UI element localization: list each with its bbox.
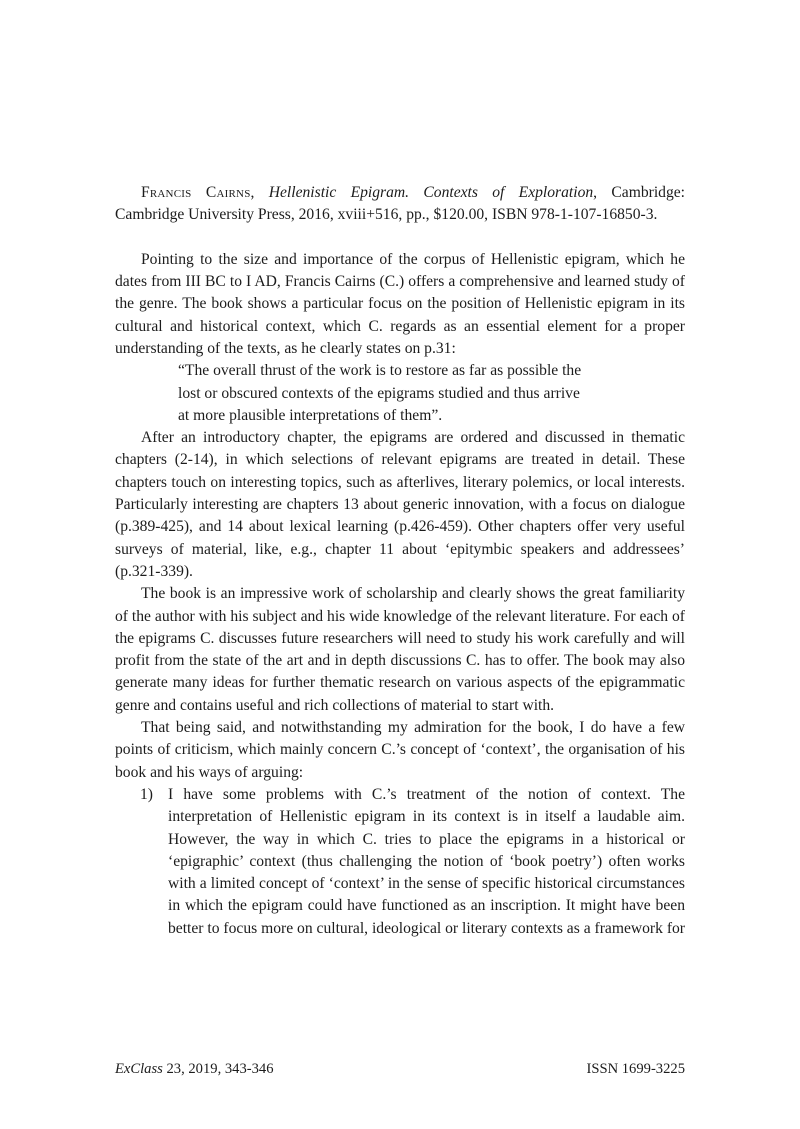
criticism-list	[115, 784, 685, 940]
reference-author: Francis Cairns	[141, 184, 251, 201]
body-paragraph-1: Pointing to the size and importance of the corpus of Hellenistic epigram, which he dates from III BC to I AD, Francis Cairns (C.) offers a comprehensive and learned study of the genre. The book shows a particular focus on the position of Hellenistic epigram in its cultural and historical context, which C. regards as an essential element for a proper understanding of the texts, as he clearly states on p.31:	[115, 250, 685, 357]
list-item-text: I have some problems with C.’s treatment of the notion of context. The interpretation of Hellenistic epigram in its context is in itself a laudable aim. However, the way in which C. tries to place the epigrams in a historical or ‘epigraphic’ context (thus challenging the notion of ‘book poetry’) often works with a limited concept of ‘context’ in the sense of specific historical circumstances in which the epigram could have functioned as an inscription. It might have been better to focus more on cultural, ideological or literary contexts as a framework for	[168, 785, 685, 937]
list-item	[115, 784, 685, 940]
footer-issn: ISSN 1699-3225	[586, 1061, 685, 1077]
reference-title: Hellenistic Epigram. Contexts of Exploration	[268, 184, 594, 201]
reference-author-separator: ,	[250, 184, 269, 201]
body-paragraph-2: After an introductory chapter, the epigrams are ordered and discussed in thematic chapters (2-14), in which selections of relevant epigrams are treated in detail. These chapters touch on interesting topics, such as afterlives, literary polemics, or local interests. Particularly interesting are chapters 13 about generic innovation, with a focus on dialogue (p.389-425), and 14 about lexical learning (p.426-459). Other chapters offer very useful surveys of material, like, e.g., chapter 11 about ‘epitymbic speakers and addressees’ (p.321-339).	[115, 429, 685, 580]
body-paragraph-4: That being said, and notwithstanding my admiration for the book, I do have a few points of criticism, which mainly concern C.’s concept of ‘context’, the organisation of his book and his ways of arguing:	[115, 719, 685, 781]
quote-line: lost or obscured contexts of the epigrams studied and thus arrive	[178, 384, 580, 402]
quote-line: “The overall thrust of the work is to restore as far as possible the	[178, 362, 582, 380]
quote-line: at more plausible interpretations of them”.	[178, 406, 443, 424]
block-quote	[178, 360, 638, 427]
reference-publication-details: , Cambridge: Cambridge University Press, 2016, xviii+516, pp., $120.00, ISBN 978-1-107-16850-3.	[115, 184, 685, 224]
footer-journal-name: ExClass	[115, 1061, 163, 1077]
footer-citation	[115, 1059, 274, 1079]
footer-citation-details: 23, 2019, 343-346	[162, 1061, 274, 1077]
list-item-marker: 1)	[140, 785, 153, 803]
bibliographic-reference	[115, 182, 685, 227]
page-footer	[115, 1059, 685, 1079]
page-content	[115, 182, 685, 940]
body-paragraph-3: The book is an impressive work of scholarship and clearly shows the great familiarity of the author with his subject and his wide knowledge of the relevant literature. For each of the epigrams C. discusses future researchers will need to study his work carefully and will profit from the state of the art and in depth discussions C. has to offer. The book may also generate many ideas for further thematic research on various aspects of the epigrammatic genre and contains useful and rich collections of material to start with.	[115, 585, 685, 714]
